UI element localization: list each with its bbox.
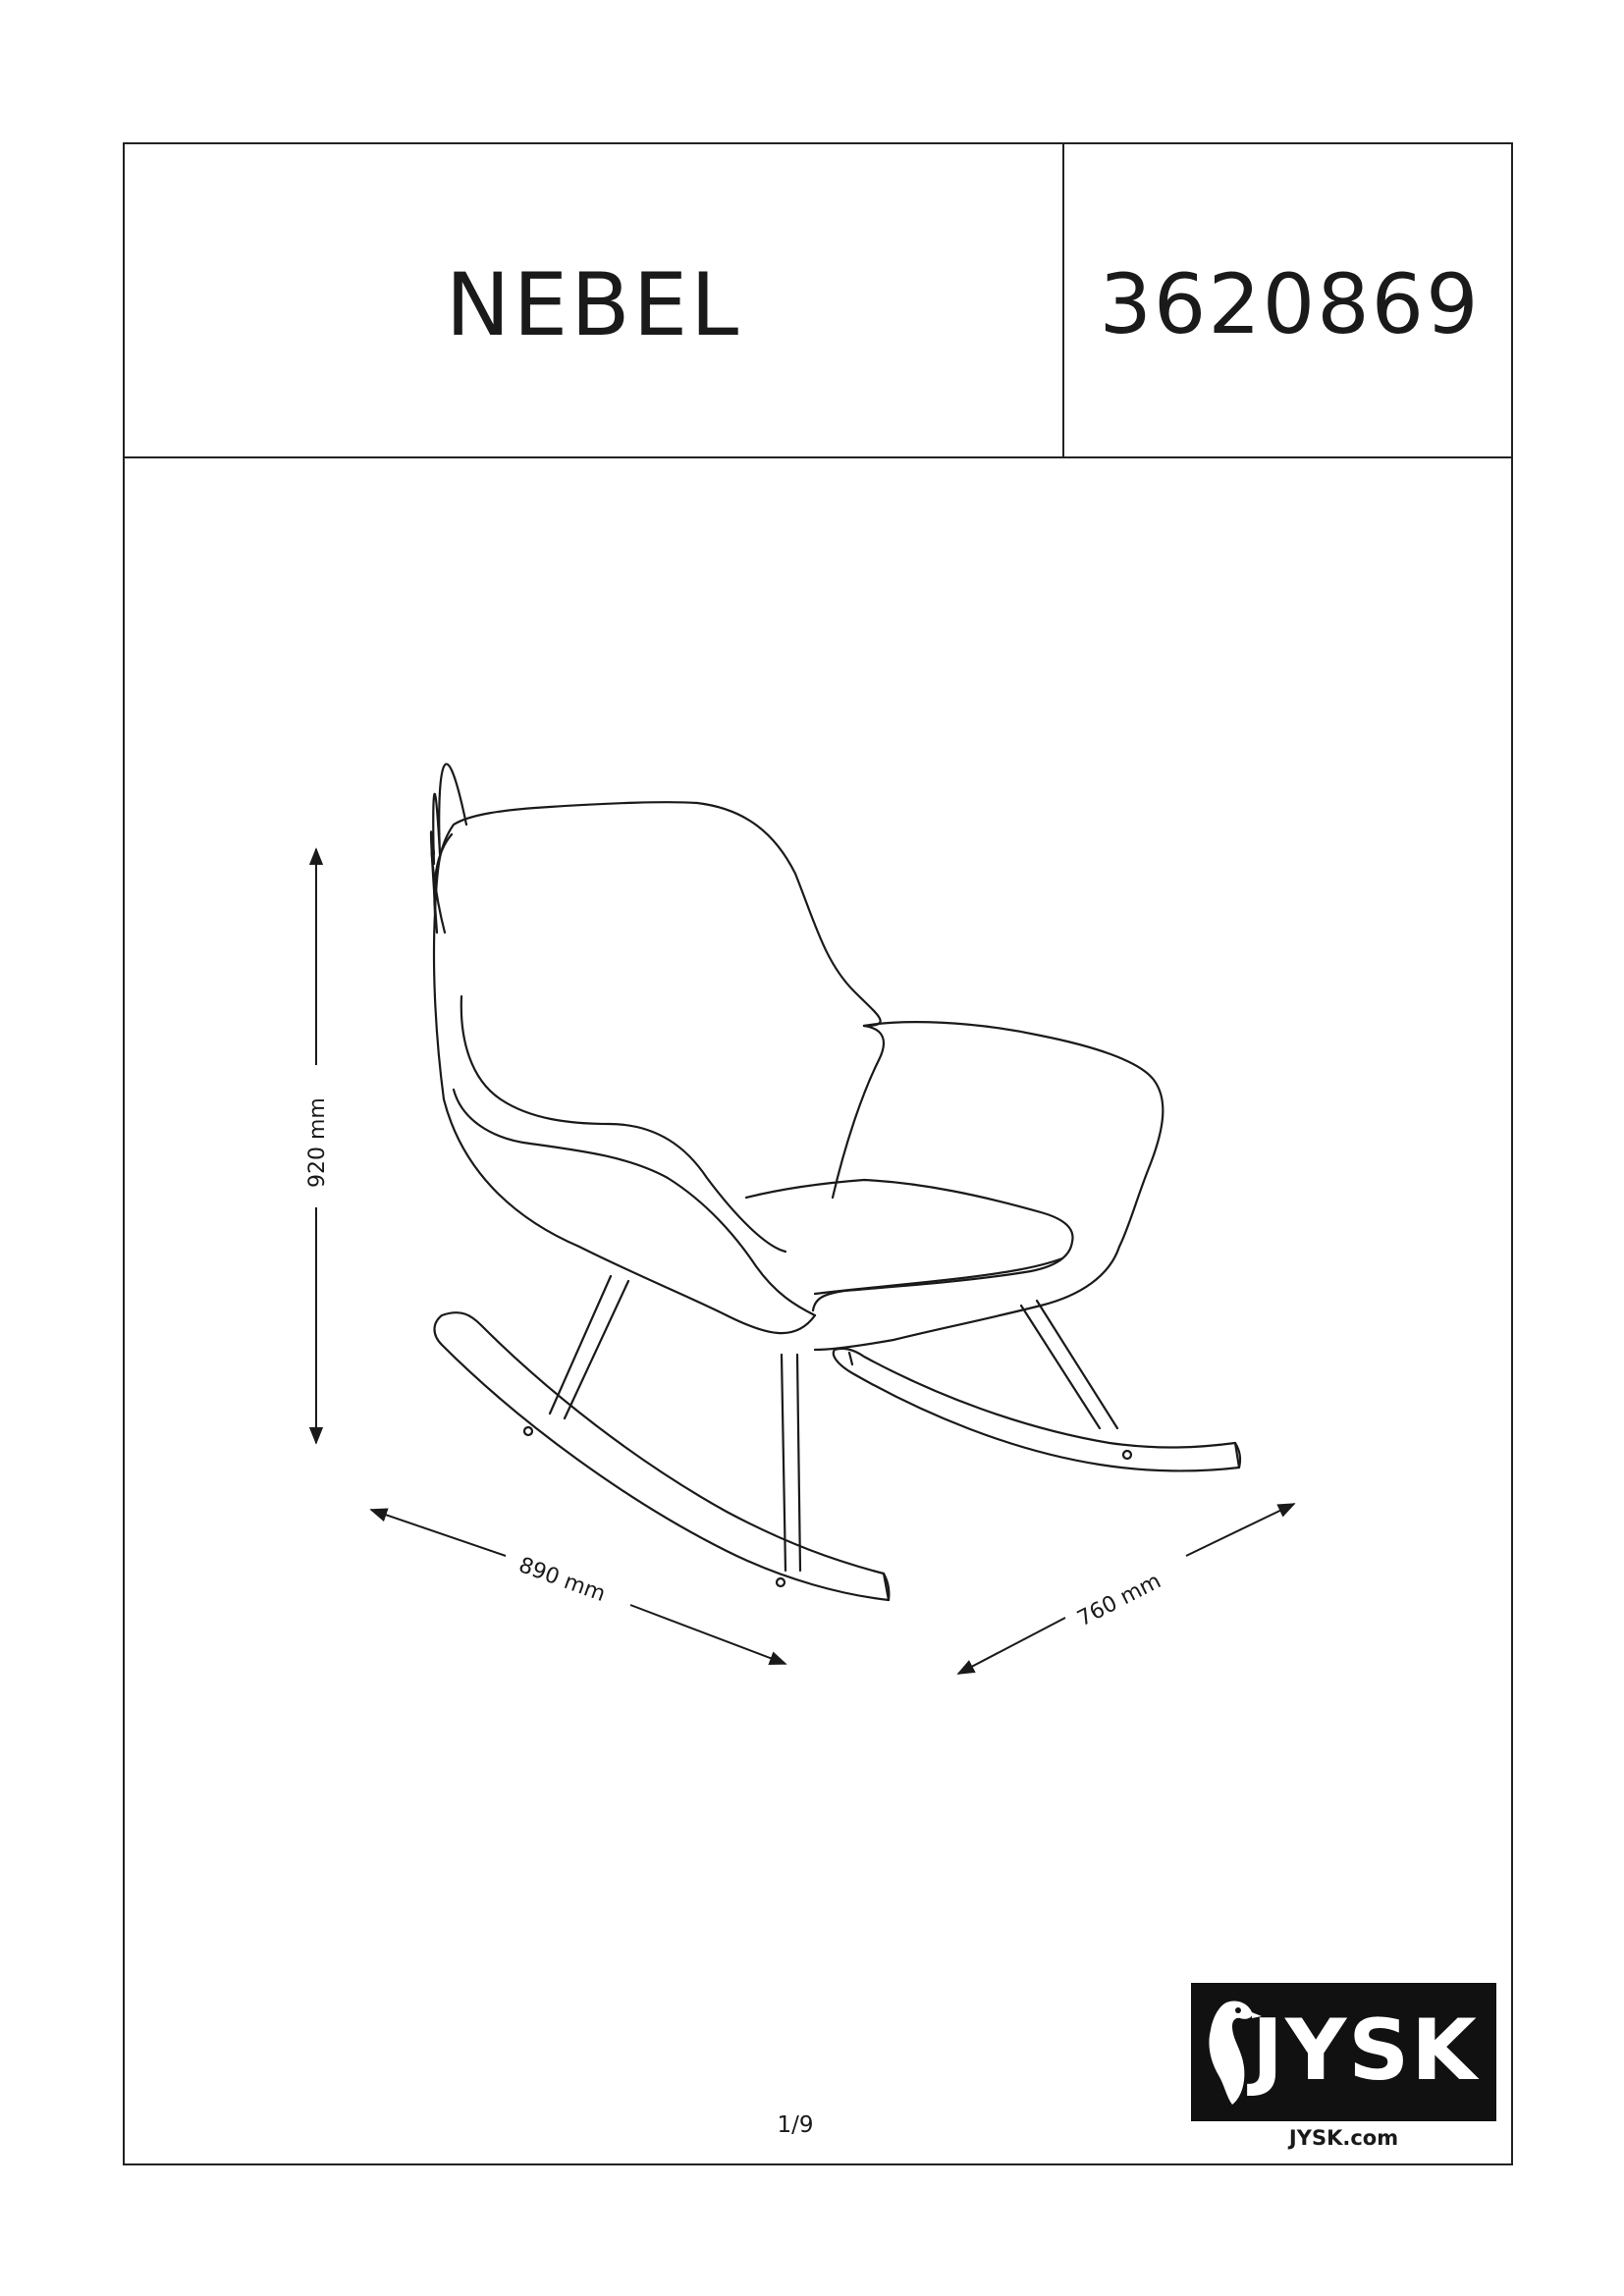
product-name: NEBEL	[445, 253, 742, 355]
height-dimension-label: 920 mm	[305, 1097, 330, 1188]
width-dimension-label: 760 mm	[1073, 1569, 1165, 1632]
page-number: 1/9	[777, 2112, 814, 2138]
brand-url: JYSK.com	[1288, 2126, 1399, 2150]
header-divider	[125, 456, 1511, 458]
product-number: 3620869	[1099, 256, 1481, 352]
instruction-sheet	[123, 142, 1513, 2165]
brand-logo-text: JYSK	[1252, 2002, 1479, 2100]
depth-dimension-label: 890 mm	[514, 1553, 609, 1608]
brand-logo	[1191, 1983, 1496, 2121]
